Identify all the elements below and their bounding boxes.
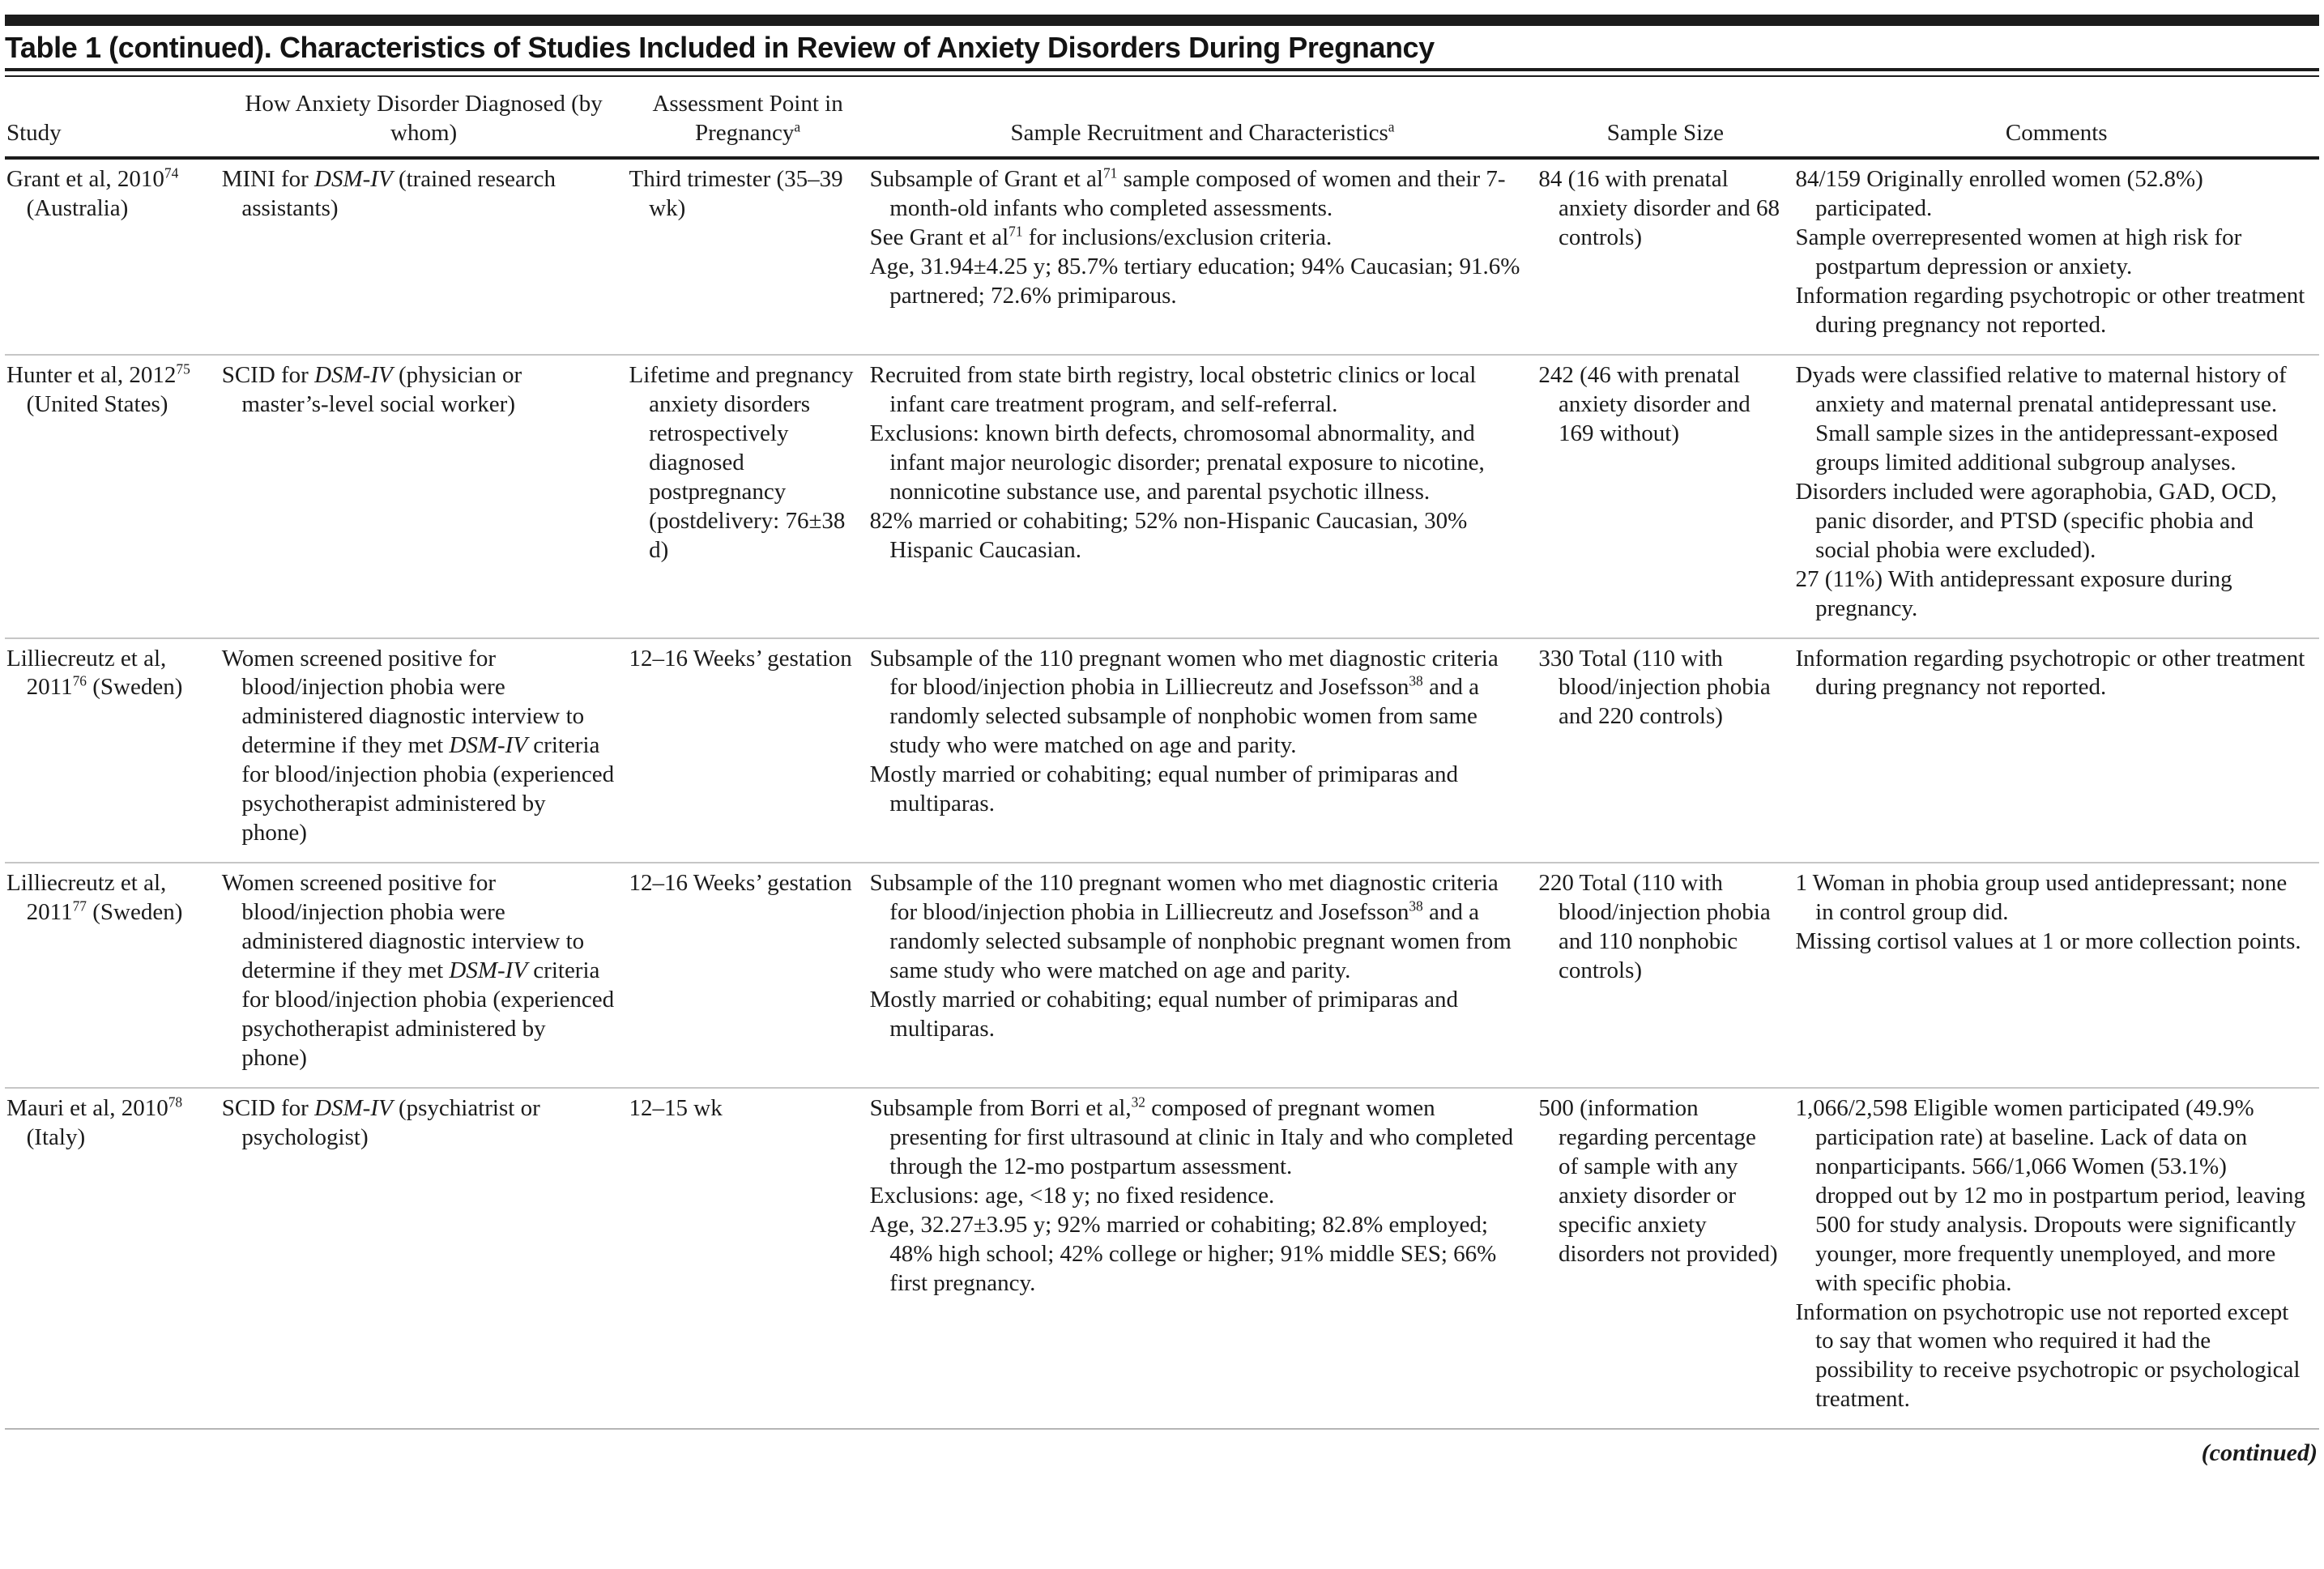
cell-paragraph: 12–16 Weeks’ gestation [629, 870, 852, 897]
cell-paragraph: Grant et al, 2010$^{74}$ (Australia) [6, 164, 179, 222]
cell-paragraph: 330 Total (110 with blood/injection phobia and 220 controls) [1538, 645, 1771, 730]
cell-paragraph: Women screened positive for blood/injection phobia were administered diagnostic interview to determine if they met DSM-IV criteria for blood/​injection phobia (experienced psychotherapist administered by phone) [221, 870, 615, 1071]
cell-paragraph: Dyads were classified relative to maternal history of anxiety and maternal prenatal antidepressant use. Small sample sizes in the antidepressant-exposed groups limited additional subgroup analyses. [1795, 361, 2287, 475]
cell-recruitment [868, 158, 1537, 355]
cell-comments [1793, 638, 2319, 863]
top-rule [5, 15, 2319, 26]
table-row [5, 158, 2319, 355]
journal-table-page [0, 15, 2324, 1569]
cell-comments [1793, 158, 2319, 355]
cell-paragraph: 82% married or cohabiting; 52% non-Hispanic Caucasian, 30% Hispanic Caucasian. [869, 507, 1468, 563]
table-row [5, 355, 2319, 638]
cell-paragraph: Information regarding psychotropic or other treatment during pregnancy not reported. [1795, 283, 2305, 338]
cell-paragraph: Age, 32.27±3.95 y; 92% married or cohabiting; 82.8% employed; 48% high school; 42% college or higher; 91% middle SES; 66% first pregnancy. [869, 1211, 1497, 1296]
cell-paragraph: 12–16 Weeks’ gestation [629, 645, 852, 672]
cell-paragraph: See Grant et $al^{71}$ for inclusions/exclusion criteria. [869, 223, 1333, 251]
cell-study [5, 355, 220, 638]
cell-assessment [628, 158, 868, 355]
cell-paragraph: Missing cortisol values at 1 or more collection points. [1795, 928, 2301, 955]
cell-assessment [628, 863, 868, 1088]
table-row [5, 638, 2319, 863]
continued-note: (continued) [2201, 1439, 2318, 1467]
cell-study [5, 158, 220, 355]
cell-paragraph: Mostly married or cohabiting; equal number of primiparas and multiparas. [869, 987, 1459, 1042]
cell-diagnosed [220, 158, 628, 355]
cell-study [5, 1088, 220, 1429]
cell-paragraph: 84 (16 with prenatal anxiety disorder and 68 controls) [1538, 166, 1780, 251]
cell-paragraph: Disorders included were agoraphobia, GAD, OCD, panic disorder, and PTSD (specific phobia and social phobia were excluded). [1795, 478, 2277, 563]
cell-sample-size [1537, 638, 1793, 863]
cell-paragraph: Subsample from Borri et al,$^{32}$ composed of pregnant women presenting for first ultrasound at clinic in Italy and who completed through the 12-mo postpartum assessment. [869, 1094, 1514, 1179]
cell-assessment [628, 1088, 868, 1429]
cell-paragraph: SCID for DSM-IV (physician or master’s-level social worker) [221, 361, 522, 417]
cell-paragraph: Sample overrepresented women at high risk for postpartum depression or anxiety. [1795, 224, 2242, 280]
cell-paragraph: SCID for DSM-IV (psychiatrist or psychologist) [221, 1094, 540, 1150]
cell-recruitment [868, 355, 1537, 638]
cell-study [5, 863, 220, 1088]
cell-recruitment [868, 1088, 1537, 1429]
cell-diagnosed [220, 1088, 628, 1429]
studies-table [5, 77, 2319, 1430]
cell-paragraph: Age, 31.94±4.25 y; 85.7% tertiary education; 94% Caucasian; 91.6% partnered; 72.6% primiparous. [869, 254, 1520, 309]
cell-paragraph: 242 (46 with prenatal anxiety disorder and 169 without) [1538, 361, 1750, 446]
cell-paragraph: MINI for DSM-IV (trained research assistants) [221, 166, 556, 222]
cell-comments [1793, 355, 2319, 638]
cell-paragraph: Women screened positive for blood/injection phobia were administered diagnostic interview to determine if they met DSM-IV criteria for blood/​injection phobia (experienced psychotherapist administered by phone) [221, 645, 615, 846]
cell-paragraph: Mauri et al, 2010$^{78}$ (Italy) [6, 1094, 183, 1150]
table-row [5, 1088, 2319, 1429]
cell-paragraph: Lifetime and pregnancy anxiety disorders retrospectively diagnosed postpregnancy (postdelivery: 76±38 d) [629, 361, 854, 563]
col-header-recruitment: Sample Recruitment and Characteristics$^a$ [868, 77, 1537, 158]
col-header-diagnosed: How Anxiety Disorder Diagnosed (by whom) [220, 77, 628, 158]
title-rule [5, 68, 2319, 77]
cell-paragraph: 220 Total (110 with blood/injection phobia and 110 nonphobic controls) [1538, 870, 1771, 984]
cell-paragraph: 500 (information regarding percentage of sample with any anxiety disorder or specific anxiety disorders not provided) [1538, 1094, 1778, 1267]
cell-study [5, 638, 220, 863]
cell-paragraph: 27 (11%) With antidepressant exposure during pregnancy. [1795, 565, 2232, 621]
cell-paragraph: Exclusions: known birth defects, chromosomal abnormality, and infant major neurologic disorder; prenatal exposure to nicotine, nonnicotine substance use, and parental psychotic illness. [869, 420, 1485, 505]
cell-paragraph: Hunter et al, 2012$^{75}$ (United States) [6, 360, 190, 417]
cell-paragraph: Exclusions: age, <18 y; no fixed residence. [869, 1182, 1275, 1209]
cell-paragraph: 12–15 wk [629, 1094, 723, 1121]
cell-paragraph: Lilliecreutz et al, 2011$^{77}$ (Sweden) [6, 870, 183, 926]
cell-diagnosed [220, 355, 628, 638]
cell-sample-size [1537, 158, 1793, 355]
cell-recruitment [868, 638, 1537, 863]
table-row [5, 863, 2319, 1088]
cell-paragraph: Recruited from state birth registry, local obstetric clinics or local infant care treatment program, and self-referral. [869, 361, 1477, 417]
cell-sample-size [1537, 863, 1793, 1088]
cell-paragraph: Subsample of the 110 pregnant women who met diagnostic criteria for blood/injection phobia in Lilliecreutz and Josefsson$^{38}$ and a randomly selected subsample of nonphobic women from same study who were matched on age and parity. [869, 645, 1499, 759]
cell-paragraph: Third trimester (35–39 wk) [629, 166, 843, 222]
cell-paragraph: 84/159 Originally enrolled women (52.8%) participated. [1795, 166, 2203, 222]
cell-paragraph: Mostly married or cohabiting; equal number of primiparas and multiparas. [869, 761, 1459, 817]
table-header [5, 77, 2319, 158]
cell-sample-size [1537, 1088, 1793, 1429]
cell-paragraph: Lilliecreutz et al, 2011$^{76}$ (Sweden) [6, 645, 183, 701]
cell-comments [1793, 1088, 2319, 1429]
table-title: Table 1 (continued). Characteristics of Studies Included in Review of Anxiety Disorders During Pregnancy [5, 31, 1435, 64]
cell-paragraph: 1 Woman in phobia group used antidepressant; none in control group did. [1795, 870, 2288, 926]
cell-paragraph: 1,066/2,598 Eligible women participated (49.9% participation rate) at baseline. Lack of data on nonparticipants. 566/1,066 Women (53.1%) dropped out by 12 mo in postpartum period, leaving 500 for study analysis. Dropouts were significantly younger, more frequently unemployed, and more with specific phobia. [1795, 1094, 2305, 1296]
cell-diagnosed [220, 638, 628, 863]
cell-assessment [628, 355, 868, 638]
cell-paragraph: Information regarding psychotropic or other treatment during pregnancy not reported. [1795, 645, 2305, 701]
cell-paragraph: Information on psychotropic use not reported except to say that women who required it had the possibility to receive psychotropic or psychological treatment. [1795, 1298, 2301, 1413]
col-header-comments: Comments [1793, 77, 2319, 158]
col-header-assessment: Assessment Point in Pregnancy$^a$ [628, 77, 868, 158]
col-header-sample-size: Sample Size [1537, 77, 1793, 158]
cell-assessment [628, 638, 868, 863]
cell-paragraph: Subsample of Grant et $al^{71}$ sample composed of women and their 7-month-old infants who completed assessments. [869, 164, 1506, 222]
cell-paragraph: Subsample of the 110 pregnant women who met diagnostic criteria for blood/injection phobia in Lilliecreutz and Josefsson$^{38}$ and a randomly selected subsample of nonphobic pregnant women from same study who were matched on age and parity. [869, 870, 1512, 984]
cell-recruitment [868, 863, 1537, 1088]
cell-sample-size [1537, 355, 1793, 638]
cell-comments [1793, 863, 2319, 1088]
col-header-study: Study [5, 77, 220, 158]
cell-diagnosed [220, 863, 628, 1088]
table-body [5, 158, 2319, 1429]
header-row [5, 77, 2319, 158]
